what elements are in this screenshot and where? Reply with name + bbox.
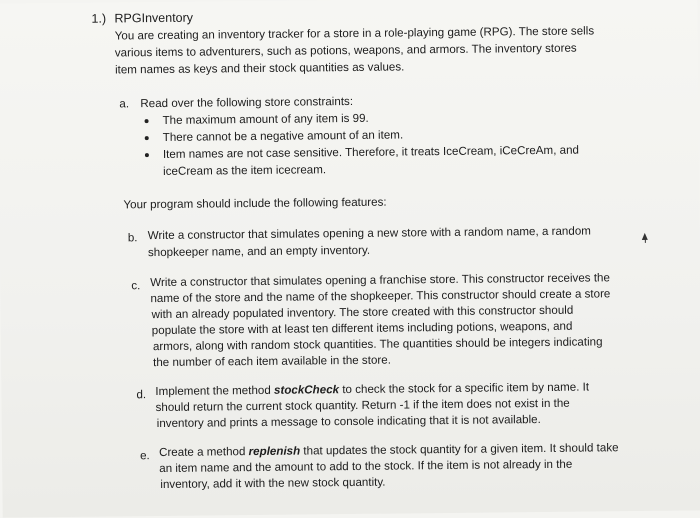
section-d-line: Implement the method stockCheck to check the stock for a specific item by name. It	[155, 380, 590, 399]
section-e-line: an item name and the amount to add to the stock. If the item is not already in the	[159, 457, 573, 476]
problem-number: 1.)	[91, 11, 107, 26]
constraint-item: There cannot be a negative amount of an item.	[162, 128, 404, 144]
bullet-icon	[145, 119, 149, 123]
problem-title: RPGInventory	[114, 10, 194, 26]
section-a-heading: Read over the following store constraints:	[140, 94, 354, 111]
constraint-item-continued: iceCream as the item icecream.	[163, 163, 327, 178]
section-c-line: with an already populated inventory. The store created with this constructor should	[151, 303, 574, 322]
section-d-marker: d.	[136, 388, 147, 402]
section-c-marker: c.	[131, 279, 141, 293]
section-a-marker: a.	[119, 97, 130, 111]
section-e-line: inventory, add it with the new stock quantity.	[160, 475, 386, 491]
section-b-line: Write a constructor that simulates opening a new store with a random name, a random	[147, 224, 591, 243]
bullet-icon	[145, 153, 149, 157]
mouse-cursor-icon	[642, 233, 648, 240]
section-c-line: populate the store with at least ten different items including potions, weapons, and	[151, 319, 573, 338]
section-c-line: the number of each item available in the store.	[153, 353, 391, 370]
intro-line: You are creating an inventory tracker for a store in a role-playing game (RPG). The store sells	[114, 24, 595, 43]
section-c-line: Write a constructor that simulates opening a franchise store. This constructor receives the	[150, 271, 610, 290]
constraint-item: Item names are not case sensitive. Therefore, it treats IceCream, iCeCreAm, and	[162, 143, 580, 161]
section-c-line: armors, along with random stock quantities. The quantities should be integers indicating	[152, 335, 603, 354]
bullet-icon	[145, 136, 149, 140]
section-c-line: name of the store and the name of the shopkeeper. This constructor should create a store	[150, 287, 611, 306]
constraint-item: The maximum amount of any item is 99.	[162, 111, 369, 127]
intro-line: various items to adventurers, such as potions, weapons, and armors. The inventory stores	[114, 41, 577, 60]
section-e-line: Create a method replenish that updates the stock quantity for a given item. It should take	[158, 441, 619, 460]
method-name-replenish: replenish	[248, 444, 301, 459]
section-d-line: should return the current stock quantity. Return -1 if the item does not exist in the	[155, 396, 570, 415]
section-b-line: shopkeeper name, and an empty inventory.	[147, 243, 371, 260]
section-e-marker: e.	[140, 449, 150, 463]
method-name-stockcheck: stockCheck	[273, 383, 340, 397]
features-intro: Your program should include the following features:	[123, 195, 387, 212]
intro-line: item names as keys and their stock quantities as values.	[114, 60, 405, 77]
section-b-marker: b.	[127, 231, 138, 245]
section-d-line: inventory and prints a message to console indicating that it is not available.	[156, 413, 541, 431]
